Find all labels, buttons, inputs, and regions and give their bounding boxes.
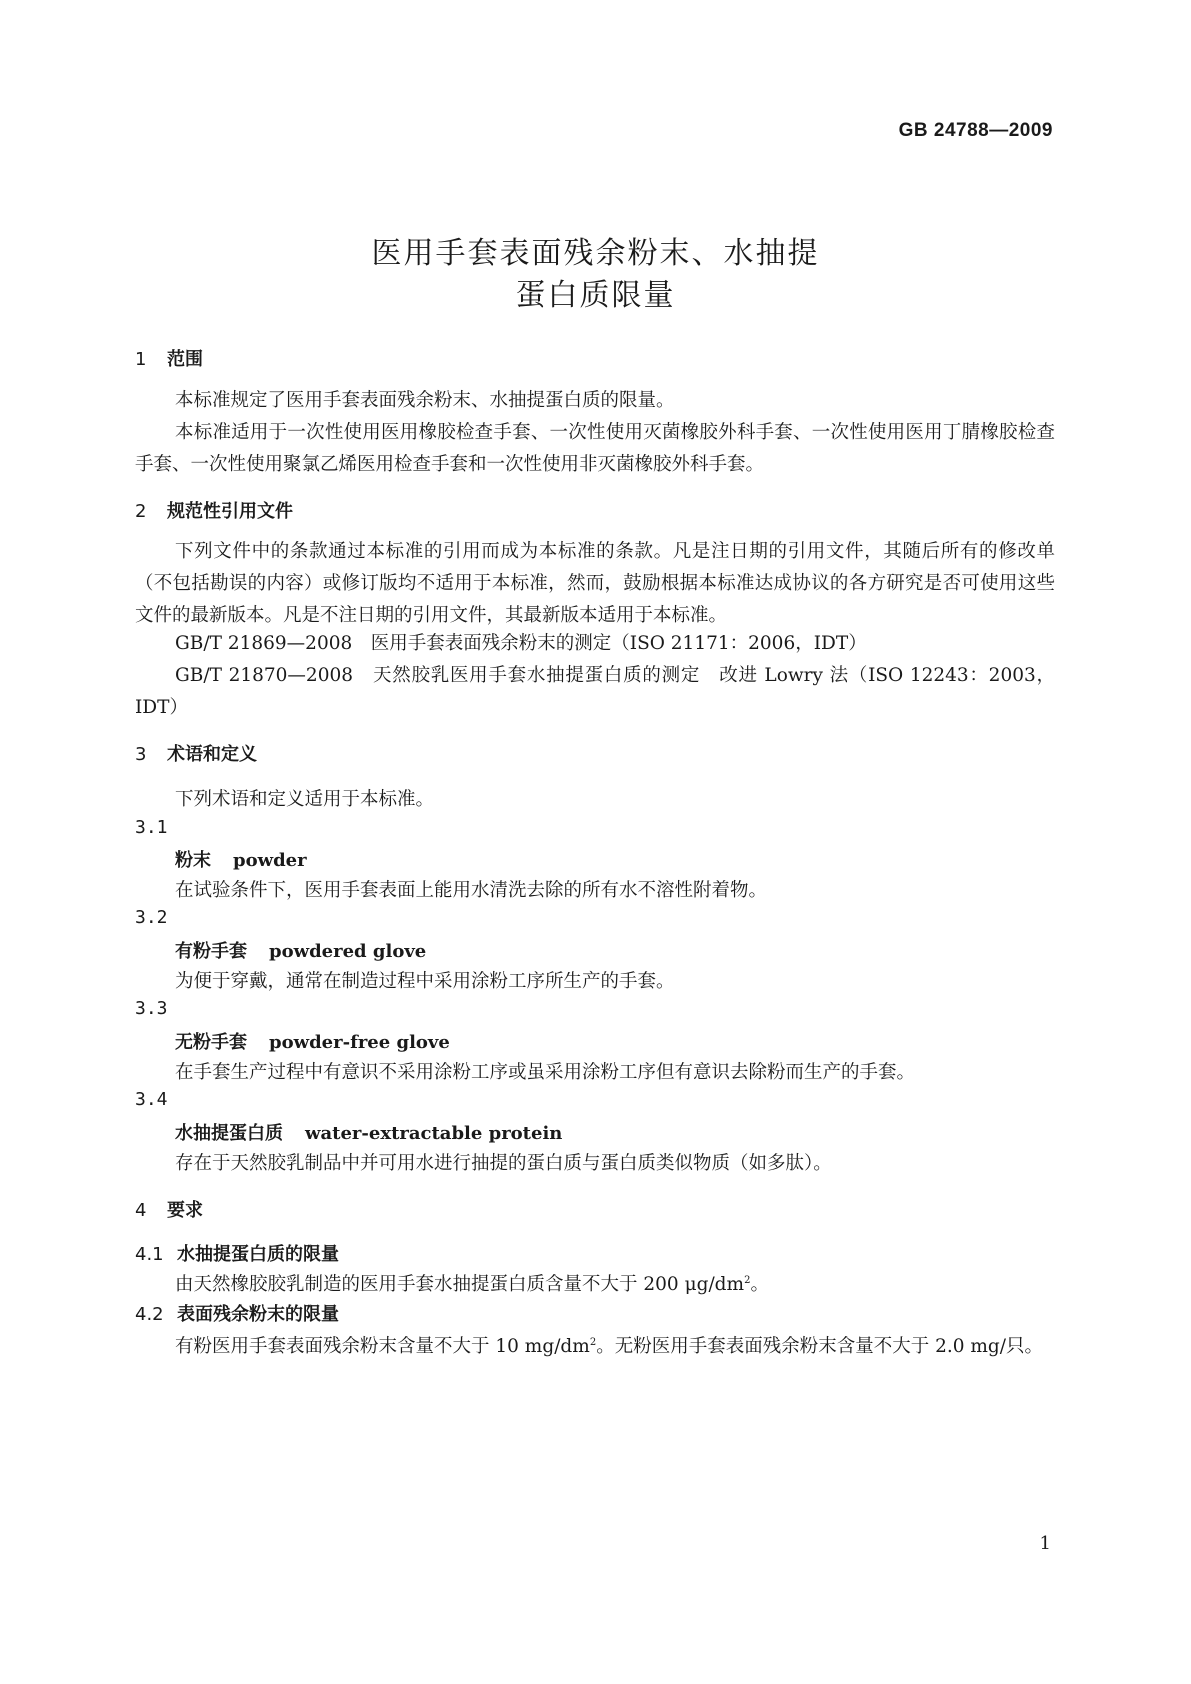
superscript: 2 <box>744 1274 751 1286</box>
superscript: 2 <box>589 1337 597 1348</box>
page-number: 1 <box>1039 1533 1051 1554</box>
term-en: powder-free glove <box>269 1032 450 1053</box>
section-title: 范围 <box>167 349 203 370</box>
term-en: powdered glove <box>269 941 427 962</box>
term-definition: 在手套生产过程中有意识不采用涂粉工序或虽采用涂粉工序但有意识去除粉而生产的手套。 <box>175 1062 916 1083</box>
document-title-line-1: 医用手套表面残余粉末、水抽提 <box>371 236 820 271</box>
subsection-title: 表面残余粉末的限量 <box>177 1304 339 1325</box>
term-zh: 无粉手套 <box>175 1032 247 1053</box>
term-zh: 粉末 <box>175 850 211 871</box>
term-definition: 在试验条件下，医用手套表面上能用水清洗去除的所有水不溶性附着物。 <box>175 880 768 901</box>
document-title-line-2: 蛋白质限量 <box>515 278 676 313</box>
section-title: 术语和定义 <box>167 744 257 765</box>
term-heading <box>175 1119 562 1145</box>
section-1-heading <box>135 345 203 371</box>
requirement-text-main: 由天然橡胶胶乳制造的医用手套水抽提蛋白质含量不大于 200 μg/dm <box>175 1274 745 1295</box>
requirement-text <box>175 1270 769 1296</box>
reference-item: GB/T 21869—2008 医用手套表面残余粉末的测定（ISO 21171：2006，IDT） <box>175 633 867 654</box>
section-number: 1 <box>135 349 147 370</box>
term-heading <box>175 846 307 872</box>
term-heading <box>175 937 426 963</box>
term-number: 3.1 <box>135 817 168 838</box>
term-zh: 水抽提蛋白质 <box>175 1123 283 1144</box>
requirement-text-end: 。无粉医用手套表面残余粉末含量不大于 2.0 mg/只。 <box>596 1336 1043 1358</box>
subsection-number: 4.2 <box>135 1304 164 1325</box>
section-4-heading <box>135 1196 203 1222</box>
section-2-heading <box>135 497 293 523</box>
section-title: 规范性引用文件 <box>167 501 293 522</box>
term-heading <box>175 1028 450 1054</box>
section-title: 要求 <box>167 1200 203 1221</box>
term-number: 3.3 <box>135 998 168 1019</box>
paragraph: 本标准适用于一次性使用医用橡胶检查手套、一次性使用灭菌橡胶外科手套、一次性使用医用丁腈橡胶检查手套、一次性使用聚氯乙烯医用检查手套和一次性使用非灭菌橡胶外科手套。 <box>135 422 1055 475</box>
standard-number: GB 24788—2009 <box>898 120 1053 141</box>
subsection-4-1-heading <box>135 1240 339 1266</box>
term-definition: 为便于穿戴，通常在制造过程中采用涂粉工序所生产的手套。 <box>175 971 675 992</box>
paragraph: 下列文件中的条款通过本标准的引用而成为本标准的条款。凡是注日期的引用文件，其随后所有的修改单（不包括勘误的内容）或修订版均不适用于本标准，然而，鼓励根据本标准达成协议的各方研究是否可使用这些文件的最新版本。凡是不注日期的引用文件，其最新版本适用于本标准。 <box>135 541 1055 626</box>
section-number: 3 <box>135 744 147 765</box>
term-zh: 有粉手套 <box>175 941 247 962</box>
subsection-number: 4.1 <box>135 1244 164 1265</box>
section-number: 4 <box>135 1200 147 1221</box>
term-number: 3.4 <box>135 1089 168 1110</box>
requirement-text <box>135 1327 1055 1363</box>
requirement-text-end: 。 <box>750 1274 769 1295</box>
requirement-text-main: 有粉医用手套表面残余粉末含量不大于 10 mg/dm <box>175 1336 590 1358</box>
term-en: water-extractable protein <box>305 1123 563 1144</box>
subsection-4-2-heading <box>135 1300 339 1326</box>
section-3-heading <box>135 740 257 766</box>
paragraph: 下列术语和定义适用于本标准。 <box>175 789 435 810</box>
term-number: 3.2 <box>135 907 168 928</box>
reference-item: GB/T 21870—2008 天然胶乳医用手套水抽提蛋白质的测定 改进 Lowry 法（ISO 12243：2003，IDT） <box>135 665 1055 718</box>
term-en: powder <box>233 850 307 871</box>
term-definition: 存在于天然胶乳制品中并可用水进行抽提的蛋白质与蛋白质类似物质（如多肽）。 <box>175 1153 832 1174</box>
section-number: 2 <box>135 501 147 522</box>
subsection-title: 水抽提蛋白质的限量 <box>177 1244 339 1265</box>
paragraph: 本标准规定了医用手套表面残余粉末、水抽提蛋白质的限量。 <box>175 390 675 411</box>
